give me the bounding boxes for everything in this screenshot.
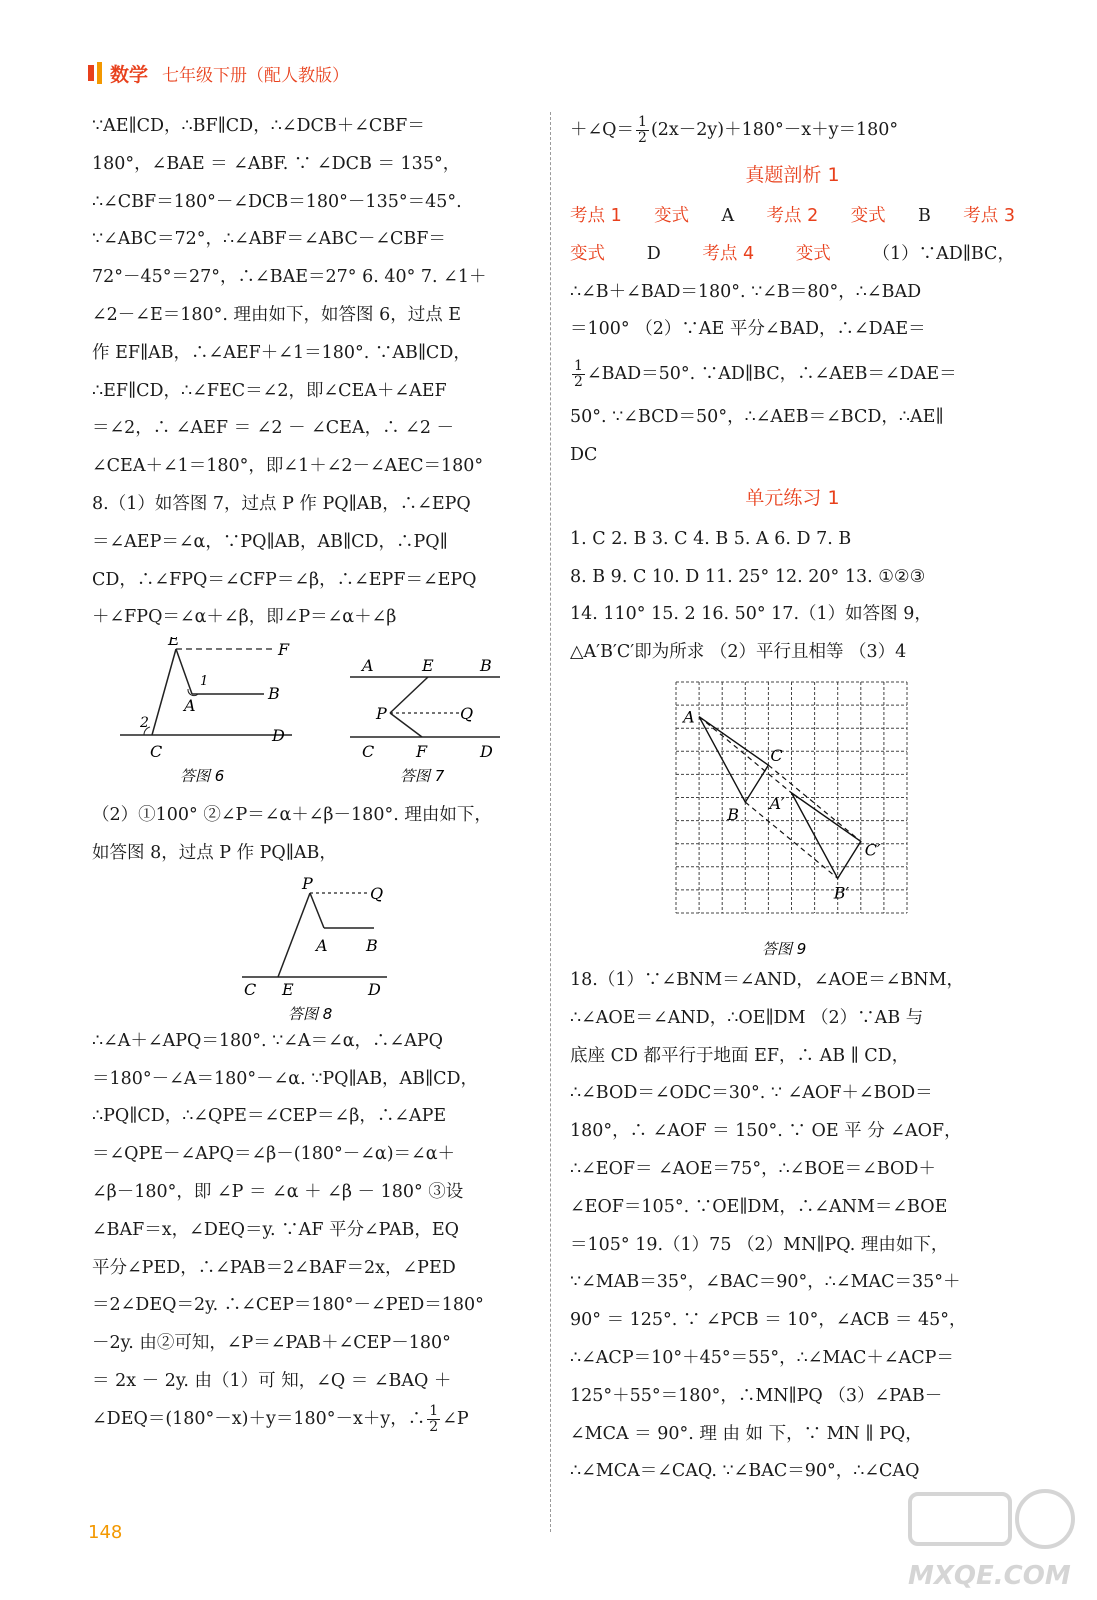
column-divider (550, 112, 551, 1532)
text-line: △A′B′C′即为所求 （2）平行且相等 （3）4 (570, 642, 907, 663)
text-line: ＝∠AEP＝∠α，∵PQ∥AB，AB∥CD，∴PQ∥ (92, 531, 448, 552)
figure-7 (350, 656, 500, 761)
last-line-end: ∠P (442, 1408, 469, 1429)
first-post: (2x－2y)＋180°－x＋y＝180° (650, 120, 899, 140)
text-line: ∠CEA＋∠1＝180°，即∠1＋∠2－∠AEC＝180° (92, 456, 484, 477)
text-line: ∠MCA ＝ 90°. 理 由 如 下，∵ MN ∥ PQ， (570, 1423, 923, 1444)
figure-6-7-svg (92, 637, 532, 797)
kaodian-label: 考点 4 (702, 243, 755, 264)
frac-den: 2 (429, 1418, 439, 1435)
s1-text-block-b (570, 399, 1015, 475)
text-line: 平分∠PED，∴∠PAB＝2∠BAF＝2x，∠PED (92, 1257, 456, 1278)
s1-line-1 (570, 198, 1015, 236)
text-line: ∴∠A＋∠APQ＝180°. ∵∠A＝∠α，∴∠APQ (92, 1030, 443, 1051)
text-line: ∴EF∥CD，∴∠FEC＝∠2，即∠CEA＋∠AEF (92, 380, 447, 401)
fig6-label-1: 1 (200, 674, 209, 690)
fig9-label: A′ (769, 793, 785, 813)
text-line: ∠β－180°，即 ∠P ＝ ∠α ＋ ∠β － 180° ③设 (92, 1181, 464, 1202)
kaodian-label: 考点 1 (570, 206, 622, 226)
text-line: 底座 CD 都平行于地面 EF，∴ AB ∥ CD， (570, 1045, 910, 1066)
first-pre: ＋∠Q＝ (570, 120, 635, 140)
page-header (88, 58, 349, 88)
text-line: （2）①100° ②∠P＝∠α＋∠β－180°. 理由如下， (92, 805, 492, 826)
text-line: ∴∠ACP＝10°＋45°＝55°，∴∠MAC＋∠ACP＝ (570, 1347, 954, 1368)
text-line: 180°，∴ ∠AOF ＝ 150°. ∵ OE 平 分 ∠AOF， (570, 1121, 962, 1142)
fig9-label: C (770, 746, 783, 766)
bianshi-label: 变式 (795, 243, 831, 264)
s1-text-block (570, 274, 1015, 350)
text-line: 14. 110° 15. 2 16. 50° 17.（1）如答图 9， (570, 604, 932, 625)
left-text-block-3 (92, 1023, 532, 1401)
text-line: ＝180°－∠A＝180°－∠α. ∵PQ∥AB，AB∥CD， (92, 1068, 479, 1089)
text-line: ∵∠ABC＝72°，∴∠ABF＝∠ABC－∠CBF＝ (92, 229, 446, 250)
fig8-label-E: E (282, 979, 294, 999)
fig7-label-C: C (362, 742, 375, 762)
fig7-label-B: B (480, 656, 492, 676)
figure-9 (570, 672, 1015, 962)
fig9-label: A (683, 707, 695, 727)
figure-8-svg (92, 873, 532, 1023)
fig8-label-C: C (244, 979, 257, 999)
header-accent-bar (88, 65, 94, 81)
left-text-block-1 (92, 108, 532, 637)
figures-6-7 (92, 637, 532, 797)
fig7-label-F: F (416, 742, 428, 762)
frac-num: 1 (429, 1402, 439, 1419)
figure-8 (92, 873, 532, 1023)
fig6-label-A: A (184, 696, 196, 716)
answer: B (918, 206, 931, 226)
text-line: ∴∠EOF＝ ∠AOE＝75°，∴∠BOE＝∠BOD＋ (570, 1158, 936, 1179)
text: （1）∵AD∥BC， (872, 243, 1015, 264)
text-line: ∴PQ∥CD，∴∠QPE＝∠CEP＝∠β，∴∠APE (92, 1106, 447, 1127)
text-line: ＋∠FPQ＝∠α＋∠β，即∠P＝∠α＋∠β (92, 607, 397, 628)
fig6-label-C: C (150, 742, 163, 762)
answer: A (721, 206, 735, 226)
watermark-logo (900, 1484, 1080, 1594)
page-number: 148 (88, 1522, 123, 1543)
text-line: ＝∠2，∴ ∠AEF ＝ ∠2 － ∠CEA，∴ ∠2 － (92, 418, 455, 439)
fig7-label-E: E (422, 656, 434, 676)
figure-6 (120, 637, 292, 761)
s2-text-block (570, 521, 1015, 672)
section-title-danyuan: 单元练习 1 (745, 486, 840, 509)
text-line: 1. C 2. B 3. C 4. B 5. A 6. D 7. B (570, 528, 852, 549)
fig7-label-D: D (480, 742, 493, 762)
frac-num: 1 (638, 114, 647, 130)
text-line: ∴∠MCA＝∠CAQ. ∵∠BAC＝90°，∴∠CAQ (570, 1461, 920, 1482)
kaodian-label: 考点 3 (963, 206, 1015, 226)
left-last-line (92, 1401, 532, 1439)
text-line: ＝105° 19.（1）75 （2）MN∥PQ. 理由如下， (570, 1234, 949, 1255)
s3-text-block (570, 962, 1015, 1491)
frac-line-text: ∠BAD＝50°. ∵AD∥BC，∴∠AEB＝∠DAE＝ (586, 364, 957, 385)
fig6-label-2: 2 (140, 715, 149, 732)
fraction-half (427, 1404, 440, 1435)
text-line: 50°. ∵∠BCD＝50°，∴∠AEB＝∠BCD，∴AE∥ (570, 407, 944, 428)
fig7-label-Q: Q (460, 704, 474, 724)
text-line: 72°－45°＝27°，∴∠BAE＝27° 6. 40° 7. ∠1＋ (92, 267, 487, 288)
figure-9-svg (570, 672, 1015, 962)
text-line: 作 EF∥AB，∴∠AEF＋∠1＝180°. ∵AB∥CD， (92, 342, 471, 363)
kaodian-label: 考点 2 (766, 206, 819, 226)
s1-frac-line (570, 349, 1015, 399)
text-line: ＝ 2x － 2y. 由（1）可 知，∠Q ＝ ∠BAQ ＋ (92, 1370, 452, 1391)
bianshi-label: 变式 (850, 206, 886, 226)
frac-den: 2 (574, 374, 583, 391)
text-line: ∵AE∥CD，∴BF∥CD，∴∠DCB＋∠CBF＝ (92, 116, 425, 136)
fraction-half (572, 359, 585, 390)
triangle-ABC (699, 717, 768, 802)
header-subject: 数学 (110, 63, 149, 86)
fig8-label-D: D (368, 979, 381, 999)
fig9-label: B (727, 805, 740, 825)
text-line: 18.（1）∵∠BNM＝∠AND，∠AOE＝∠BNM， (570, 969, 965, 990)
text-line: ＝100° （2）∵AE 平分∠BAD，∴∠DAE＝ (570, 319, 926, 340)
fig6-label-B: B (268, 684, 280, 704)
fig7-label-P: P (376, 704, 387, 724)
fig6-label-F: F (278, 640, 290, 660)
text-line: 125°＋55°＝180°，∴MN∥PQ （3）∠PAB－ (570, 1385, 943, 1406)
section-title-zhenti: 真题剖析 1 (745, 164, 840, 186)
text-line: 如答图 8，过点 P 作 PQ∥AB， (92, 842, 337, 863)
text-line: ∴∠B＋∠BAD＝180°. ∵∠B＝80°，∴∠BAD (570, 281, 922, 302)
fig8-label-Q: Q (370, 883, 384, 903)
fig6-label-E: E (168, 637, 180, 650)
left-text-block-2 (92, 797, 532, 873)
text-line: ∴∠BOD＝∠ODC＝30°. ∵ ∠AOF＋∠BOD＝ (570, 1083, 933, 1104)
fig6-label-D: D (272, 726, 285, 746)
text-line: DC (570, 444, 598, 465)
text-line: ＝∠QPE－∠APQ＝∠β－(180°－∠α)＝∠α＋ (92, 1144, 456, 1165)
fig8-label-A: A (316, 935, 328, 955)
s1-line-2 (570, 236, 1015, 274)
frac-den: 2 (638, 130, 647, 146)
bianshi-label: 变式 (654, 206, 690, 226)
fig6-caption: 答图 6 (180, 767, 225, 786)
header-grade: 七年级下册（配人教版） (162, 65, 350, 86)
text-line: ＝2∠DEQ＝2y. ∴∠CEP＝180°－∠PED＝180° (92, 1295, 484, 1316)
fig8-caption: 答图 8 (288, 1004, 333, 1023)
header-accent-bar-2 (97, 62, 102, 84)
fig7-label-A: A (362, 656, 374, 676)
fig8-label-B: B (366, 935, 378, 955)
text-line: 8.（1）如答图 7，过点 P 作 PQ∥AB，∴∠EPQ (92, 493, 471, 514)
right-column (570, 108, 1015, 1491)
text-line: 8. B 9. C 10. D 11. 25° 12. 20° 13. ①②③ (570, 566, 926, 587)
text-line: ∴∠CBF＝180°－∠DCB＝180°－135°＝45°. (92, 191, 462, 212)
text-line: －2y. 由②可知，∠P＝∠PAB＋∠CEP－180° (92, 1333, 451, 1354)
triangle-A2B2C2 (792, 793, 861, 878)
last-line-text: ∠DEQ＝(180°－x)＋y＝180°－x＋y，∴ (92, 1408, 426, 1429)
fig7-caption: 答图 7 (400, 767, 445, 786)
fig9-label: B′ (833, 883, 850, 903)
right-first-line (570, 108, 1015, 152)
text-line: ∠2－∠E＝180°. 理由如下，如答图 6，过点 E (92, 304, 462, 325)
fig9-caption: 答图 9 (762, 939, 807, 958)
fig8-label-P: P (302, 873, 313, 893)
fig9-label: C′ (864, 840, 881, 860)
text-line: 180°，∠BAE ＝ ∠ABF. ∵ ∠DCB ＝ 135°， (92, 153, 461, 174)
left-column (92, 108, 532, 1439)
text-line: CD，∴∠FPQ＝∠CFP＝∠β，∴∠EPF＝∠EPQ (92, 569, 477, 590)
text-line: ∴∠AOE＝∠AND，∴OE∥DM （2）∵AB 与 (570, 1007, 924, 1028)
text-line: ∠EOF＝105°. ∵OE∥DM，∴∠ANM＝∠BOE (570, 1196, 948, 1217)
bianshi-label: 变式 (570, 243, 605, 264)
fraction-half (636, 115, 649, 146)
watermark-text: MXQE.COM (908, 1561, 1071, 1591)
text-line: 90° ＝ 125°. ∵ ∠PCB ＝ 10°，∠ACB ＝ 45°， (570, 1310, 967, 1331)
frac-num: 1 (574, 358, 583, 375)
text-line: ∠BAF＝x，∠DEQ＝y. ∵AF 平分∠PAB，EQ (92, 1219, 459, 1240)
text-line: ∵∠MAB＝35°，∠BAC＝90°，∴∠MAC＝35°＋ (570, 1272, 961, 1293)
answer: D (646, 243, 661, 264)
